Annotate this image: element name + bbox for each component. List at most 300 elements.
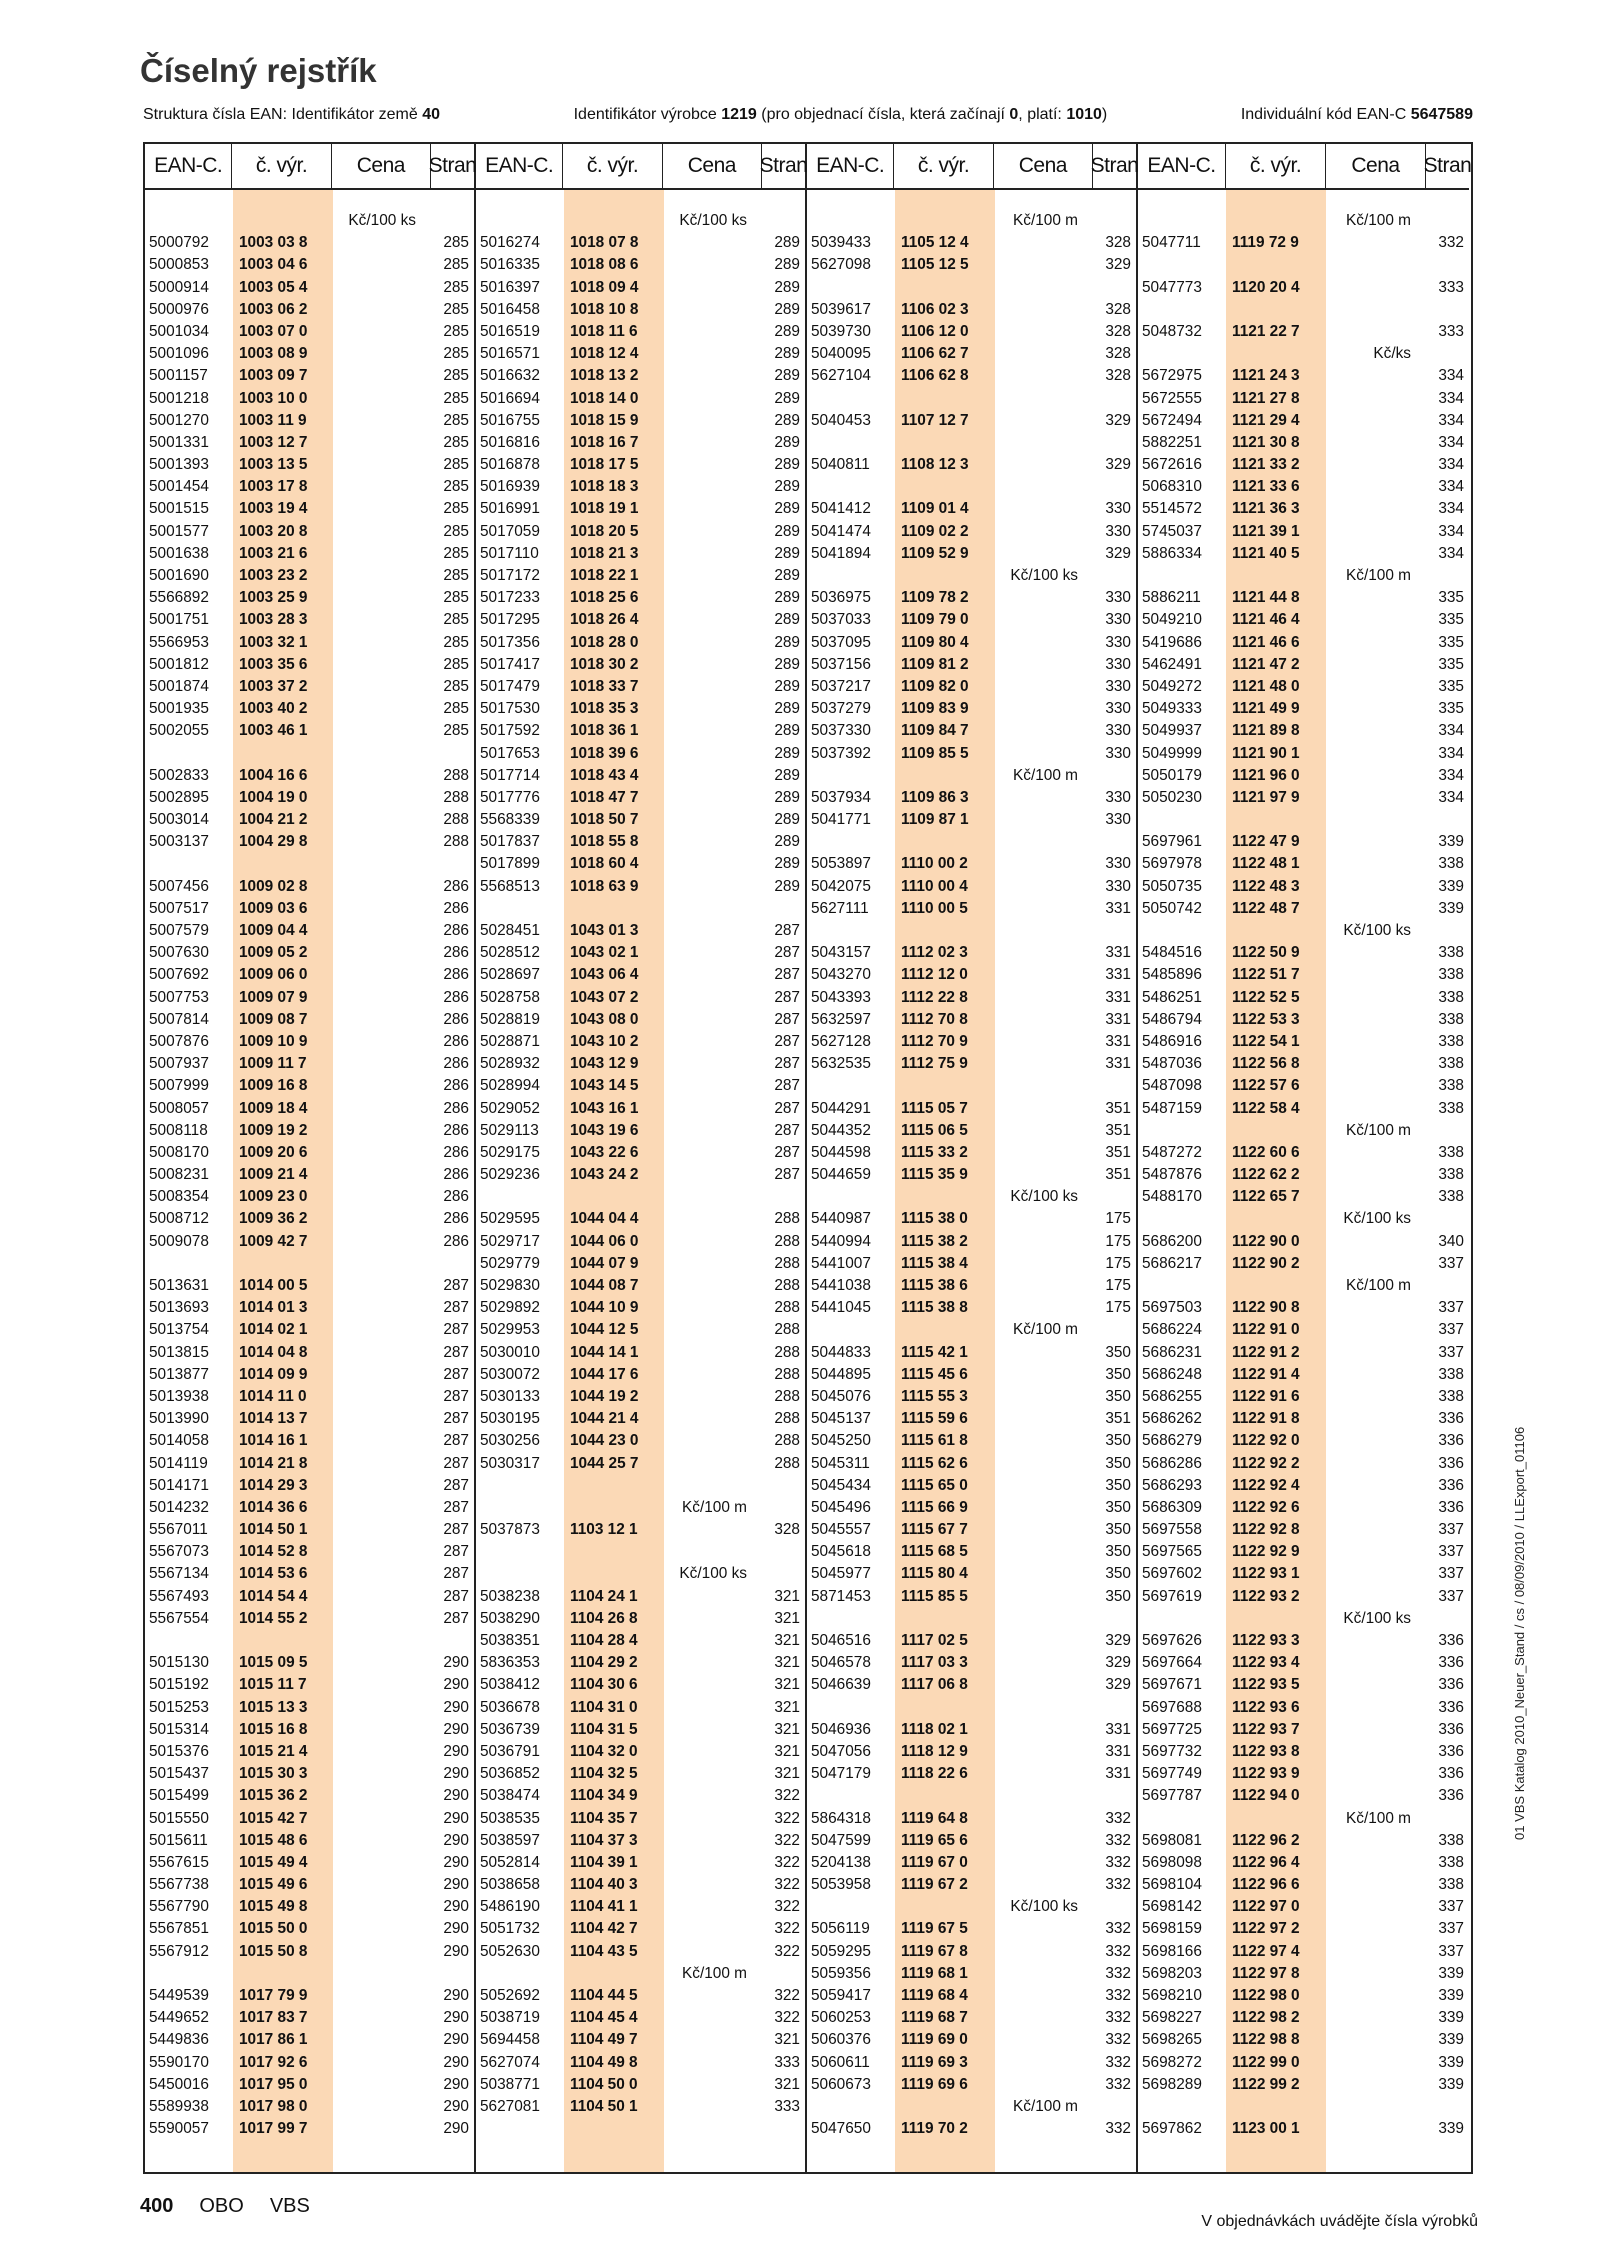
ean-cell: 5015611 [149,1831,208,1849]
page-cell: 286 [443,1077,469,1095]
ean-cell: 5697558 [1142,1521,1202,1539]
table-row [476,565,805,587]
page-cell: 351 [1105,1410,1131,1428]
page-cell: 287 [443,1521,469,1539]
page-cell: 337 [1438,1942,1464,1960]
table-row [807,476,1136,498]
page-cell: 287 [774,1121,800,1139]
ean-cell: 5008231 [149,1166,209,1184]
article-cell: 1009 02 8 [239,877,308,895]
table-row [476,787,805,809]
page-cell: 290 [443,2053,469,2071]
article-cell: 1122 48 3 [1232,877,1300,895]
article-cell: 1119 69 6 [901,2075,968,2093]
table-row [476,543,805,565]
table-row [1138,1963,1469,1985]
table-row [1138,299,1469,321]
ean-cell: 5697978 [1142,855,1202,873]
ean-cell: 5053958 [811,1876,871,1894]
ean-cell: 5632535 [811,1055,871,1073]
page-cell: 334 [1438,788,1464,806]
table-row [476,743,805,765]
unit-cell: Kč/100 m [1345,1277,1411,1294]
page-cell: 290 [443,2120,469,2138]
ean-cell: 5486190 [480,1898,540,1916]
ean-cell: 5050735 [1142,877,1202,895]
table-row [1138,1830,1469,1852]
table-row [807,232,1136,254]
table-row [1138,2052,1469,2074]
page-cell: 289 [774,256,800,274]
article-cell: 1121 44 8 [1232,589,1300,607]
article-cell: 1009 04 4 [239,922,308,939]
page-cell: 337 [1438,1587,1464,1605]
article-cell: 1119 68 4 [901,1987,968,2004]
table-row [1138,2096,1469,2118]
article-cell: 1018 25 6 [570,589,639,607]
page-cell: 287 [443,1343,469,1361]
table-row [476,1275,805,1297]
table-row [145,809,474,831]
ean-cell: 5001393 [149,456,209,474]
article-cell: 1119 72 9 [1232,234,1299,252]
page-cell: 331 [1105,1720,1131,1738]
table-row [1138,676,1469,698]
table-row [1138,2118,1469,2140]
table-row [476,1674,805,1696]
ean-cell: 5698203 [1142,1964,1202,1982]
article-cell: 1122 93 5 [1232,1676,1300,1694]
page-cell: 350 [1105,1454,1131,1472]
page-cell: 331 [1105,1765,1131,1783]
article-cell: 1121 47 2 [1232,655,1300,673]
ean-cell: 5001751 [149,611,209,629]
article-cell: 1043 22 6 [570,1143,639,1161]
page-cell: 289 [774,855,800,873]
article-cell: 1122 62 2 [1232,1166,1300,1184]
page-cell: 289 [774,234,800,252]
ean-cell: 5043157 [811,944,871,962]
ean-cell: 5016632 [480,367,540,385]
article-cell: 1104 49 8 [570,2053,638,2071]
table-row [1138,654,1469,676]
table-row [1138,543,1469,565]
ean-cell: 5047650 [811,2120,871,2138]
article-cell: 1112 02 3 [901,944,968,962]
page-cell: 288 [774,1454,800,1472]
article-cell: 1018 16 7 [570,433,639,451]
article-cell: 1121 22 7 [1232,322,1300,340]
article-cell: 1109 87 1 [901,811,969,829]
table-row [145,1896,474,1918]
page-cell: 351 [1105,1121,1131,1139]
article-cell: 1105 12 4 [901,234,969,252]
page-cell: 289 [774,300,800,318]
table-row [807,1896,1136,1918]
page-cell: 333 [774,2053,800,2071]
table-row [476,632,805,654]
table-row [807,254,1136,276]
page-cell: 290 [443,1720,469,1738]
page-cell: 286 [443,899,469,917]
table-row [145,2029,474,2051]
article-cell: 1004 16 6 [239,766,308,784]
table-row [145,1164,474,1186]
article-cell: 1121 33 6 [1232,478,1300,496]
ean-cell: 5060253 [811,2009,871,2027]
page-cell: 288 [443,788,469,806]
table-row [807,1652,1136,1674]
page-cell: 330 [1105,788,1131,806]
article-cell: 1015 11 7 [239,1676,307,1694]
table-rows [476,210,805,2140]
table-row [476,1364,805,1386]
ean-cell: 5037217 [811,677,871,695]
table-row [145,1453,474,1475]
table-row [807,2096,1136,2118]
table-row [807,2052,1136,2074]
ean-cell: 5050230 [1142,788,1202,806]
table-row [807,1830,1136,1852]
page-cell: 339 [1438,2009,1464,2027]
col-price: Cena [332,144,431,188]
page-cell: 287 [443,1543,469,1561]
table-row [476,1208,805,1230]
ean-cell: 5030195 [480,1410,540,1428]
article-cell: 1018 47 7 [570,788,639,806]
page-cell: 285 [443,589,469,607]
page-cell: 290 [443,2009,469,2027]
ean-cell: 5486251 [1142,988,1202,1006]
table-row [476,920,805,942]
ean-cell: 5007692 [149,966,209,984]
ean-cell: 5016755 [480,411,540,429]
ean-cell: 5002055 [149,722,209,740]
ean-cell: 5050742 [1142,899,1202,917]
article-cell: 1014 52 8 [239,1543,308,1561]
article-cell: 1018 12 4 [570,345,639,363]
ean-cell: 5037873 [480,1521,540,1539]
table-row [1138,1918,1469,1940]
article-cell: 1122 91 8 [1232,1410,1300,1428]
page-cell: 285 [443,300,469,318]
article-cell: 1104 34 9 [570,1787,638,1805]
page-cell: 334 [1438,544,1464,562]
article-cell: 1015 50 0 [239,1920,308,1938]
article-cell: 1009 21 4 [239,1166,308,1184]
col-price: Cena [1326,144,1426,188]
table-row [1138,1586,1469,1608]
ean-cell: 5567073 [149,1543,209,1561]
table-row [1138,1985,1469,2007]
table-row [145,565,474,587]
article-cell: 1119 68 1 [901,1964,968,1982]
table-row [1138,587,1469,609]
article-cell: 1104 28 4 [570,1632,638,1649]
ean-cell: 5697862 [1142,2120,1202,2138]
table-row [476,942,805,964]
page-cell: 289 [774,345,800,363]
ean-cell: 5038719 [480,2009,540,2027]
ean-cell: 5007814 [149,1010,209,1028]
table-row [1138,1009,1469,1031]
table-row [1138,1364,1469,1386]
table-row [807,1963,1136,1985]
page-cell: 330 [1105,633,1131,651]
table-row [807,1053,1136,1075]
article-cell: 1015 13 3 [239,1698,308,1716]
page-cell: 290 [443,1676,469,1694]
table-row [476,1009,805,1031]
page-cell: 351 [1105,1143,1131,1161]
ean-cell: 5047773 [1142,278,1202,296]
page-cell: 287 [774,1055,800,1073]
page-cell: 338 [1438,1876,1464,1894]
article-cell: 1044 14 1 [570,1343,639,1361]
page-cell: 338 [1438,1143,1464,1161]
page-cell: 287 [443,1277,469,1294]
article-cell: 1122 99 0 [1232,2053,1300,2071]
table-row [1138,1453,1469,1475]
page-cell: 285 [443,322,469,340]
article-cell: 1018 43 4 [570,766,639,784]
article-cell: 1121 27 8 [1232,389,1300,407]
ean-cell: 5045076 [811,1387,871,1405]
page-cell: 286 [443,1010,469,1028]
table-row [1138,1874,1469,1896]
ean-cell: 5050179 [1142,766,1202,784]
table-row [1138,388,1469,410]
table-row [476,1630,805,1652]
table-row [1138,1031,1469,1053]
page-cell: 334 [1438,367,1464,385]
page-cell: 287 [443,1387,469,1405]
table-row [476,831,805,853]
article-cell: 1003 05 4 [239,278,308,296]
article-cell: 1104 26 8 [570,1609,638,1627]
article-cell: 1003 19 4 [239,500,308,518]
page-cell: 336 [1438,1632,1464,1649]
ean-cell: 5697619 [1142,1587,1202,1605]
ean-cell: 5000853 [149,256,209,274]
page-cell: 332 [1105,1853,1131,1871]
table-block [1138,144,1472,2172]
page-cell: 340 [1438,1232,1464,1250]
article-cell: 1043 10 2 [570,1032,639,1050]
table-row [1138,1098,1469,1120]
article-cell: 1043 12 9 [570,1055,639,1073]
ean-cell: 5462491 [1142,655,1202,673]
page-cell: 337 [1438,1543,1464,1561]
table-row [1138,942,1469,964]
ean-cell: 5697749 [1142,1765,1202,1783]
ean-cell: 5044352 [811,1121,871,1139]
article-cell: 1115 66 9 [901,1498,968,1516]
table-row [145,831,474,853]
page-cell: 289 [774,811,800,829]
page-cell: 321 [774,1632,800,1649]
ean-cell: 5036852 [480,1765,540,1783]
table-header [807,144,1139,190]
article-cell: 1122 97 4 [1232,1942,1300,1960]
table-row [807,609,1136,631]
page-cell: 285 [443,389,469,407]
table-row [1138,1319,1469,1341]
ean-cell: 5016991 [480,500,540,518]
table-row [476,365,805,387]
ean-cell: 5038771 [480,2075,540,2093]
ean-cell: 5041771 [811,811,871,829]
page-cell: 289 [774,522,800,540]
ean-cell: 5044895 [811,1365,871,1383]
unit-cell: Kč/100 m [1345,212,1411,229]
page-cell: 290 [443,1742,469,1760]
page-cell: 351 [1105,1099,1131,1117]
article-cell: 1044 12 5 [570,1321,639,1339]
table-row [145,1186,474,1208]
page-cell: 333 [1438,322,1464,340]
article-cell: 1109 78 2 [901,589,969,607]
page-cell: 332 [1105,1876,1131,1894]
table-row [1138,787,1469,809]
table-row [476,1120,805,1142]
ean-cell: 5059356 [811,1964,871,1982]
table-row [807,1231,1136,1253]
ean-cell: 5441045 [811,1299,871,1317]
page-title: Číselný rejstřík [140,52,377,89]
article-cell: 1122 93 8 [1232,1742,1300,1760]
table-row [1138,232,1469,254]
page-cell: 321 [774,1587,800,1605]
unit-cell: Kč/100 ks [1343,922,1411,939]
page-cell: 334 [1438,433,1464,451]
article-cell: 1003 37 2 [239,677,308,695]
ean-cell: 5686248 [1142,1365,1202,1383]
ean-cell: 5017417 [480,655,540,673]
article-cell: 1017 95 0 [239,2075,308,2093]
page-cell: 331 [1105,1742,1131,1760]
table-row [1138,853,1469,875]
ean-cell: 5047179 [811,1765,871,1783]
table-row [807,1098,1136,1120]
table-row [476,987,805,1009]
table-row [476,1453,805,1475]
table-row [145,1874,474,1896]
table-row [145,1674,474,1696]
page-cell: 333 [774,2097,800,2115]
page-cell: 322 [774,1876,800,1894]
page-cell: 321 [774,1676,800,1694]
page-cell: 289 [774,766,800,784]
table-row [145,343,474,365]
page-cell: 322 [774,1831,800,1849]
article-cell: 1119 70 2 [901,2120,968,2138]
table-row [1138,2074,1469,2096]
page-cell: 287 [774,1166,800,1184]
ean-cell: 5030133 [480,1387,540,1405]
table-row [807,1142,1136,1164]
page-cell: 290 [443,2031,469,2049]
ean-cell: 5002833 [149,766,209,784]
footer-note: V objednávkách uvádějte čísla výrobků [1201,2213,1478,2230]
page-cell: 290 [443,2075,469,2093]
article-cell: 1003 03 8 [239,234,308,252]
table-row [145,476,474,498]
table-row [145,942,474,964]
table-row [145,1475,474,1497]
ean-cell: 5017899 [480,855,540,873]
article-cell: 1015 16 8 [239,1720,308,1738]
article-cell: 1115 65 0 [901,1476,968,1494]
article-cell: 1003 10 0 [239,389,308,407]
unit-cell: Kč/100 ks [348,212,416,229]
article-cell: 1122 92 2 [1232,1454,1300,1472]
ean-cell: 5686293 [1142,1476,1202,1494]
ean-cell: 5003014 [149,811,209,829]
page-cell: 339 [1438,899,1464,917]
article-cell: 1009 16 8 [239,1077,308,1095]
page-cell: 336 [1438,1676,1464,1694]
ean-cell: 5694458 [480,2031,540,2049]
ean-cell: 5045496 [811,1498,871,1516]
page-cell: 289 [774,744,800,762]
table-row [807,1808,1136,1830]
article-cell: 1043 19 6 [570,1121,639,1139]
article-cell: 1109 84 7 [901,722,969,740]
table-row [1138,609,1469,631]
page-cell: 338 [1438,944,1464,962]
table-rows [145,210,474,2140]
table-row [1138,920,1469,942]
table-row [476,1342,805,1364]
table-row [145,1563,474,1585]
ean-cell: 5686286 [1142,1454,1202,1472]
article-cell: 1115 06 5 [901,1121,968,1139]
table-row [807,765,1136,787]
ean-cell: 5001638 [149,544,209,562]
ean-cell: 5029175 [480,1143,540,1161]
page-cell: 338 [1438,1387,1464,1405]
ean-cell: 5030072 [480,1365,540,1383]
page-cell: 289 [774,877,800,895]
ean-cell: 5037279 [811,700,871,718]
table-row [807,1164,1136,1186]
article-cell: 1112 12 0 [901,966,968,984]
article-cell: 1004 19 0 [239,788,308,806]
table-row [476,210,805,232]
table-row [476,698,805,720]
ean-cell: 5017592 [480,722,540,740]
table-row [1138,765,1469,787]
article-cell: 1121 49 9 [1232,700,1300,718]
page-cell: 322 [774,1787,800,1805]
article-cell: 1044 10 9 [570,1299,639,1317]
page-cell: 339 [1438,2031,1464,2049]
table-row [476,809,805,831]
ean-cell: 5627074 [480,2053,540,2071]
table-row [807,1120,1136,1142]
ean-cell: 5567134 [149,1565,209,1583]
page-cell: 336 [1438,1410,1464,1428]
table-row [1138,410,1469,432]
table-row [807,432,1136,454]
table-row [476,343,805,365]
ean-cell: 5037392 [811,744,871,762]
article-cell: 1104 29 2 [570,1654,638,1672]
table-row [145,1918,474,1940]
article-cell: 1043 24 2 [570,1166,639,1184]
article-cell: 1122 56 8 [1232,1055,1300,1073]
